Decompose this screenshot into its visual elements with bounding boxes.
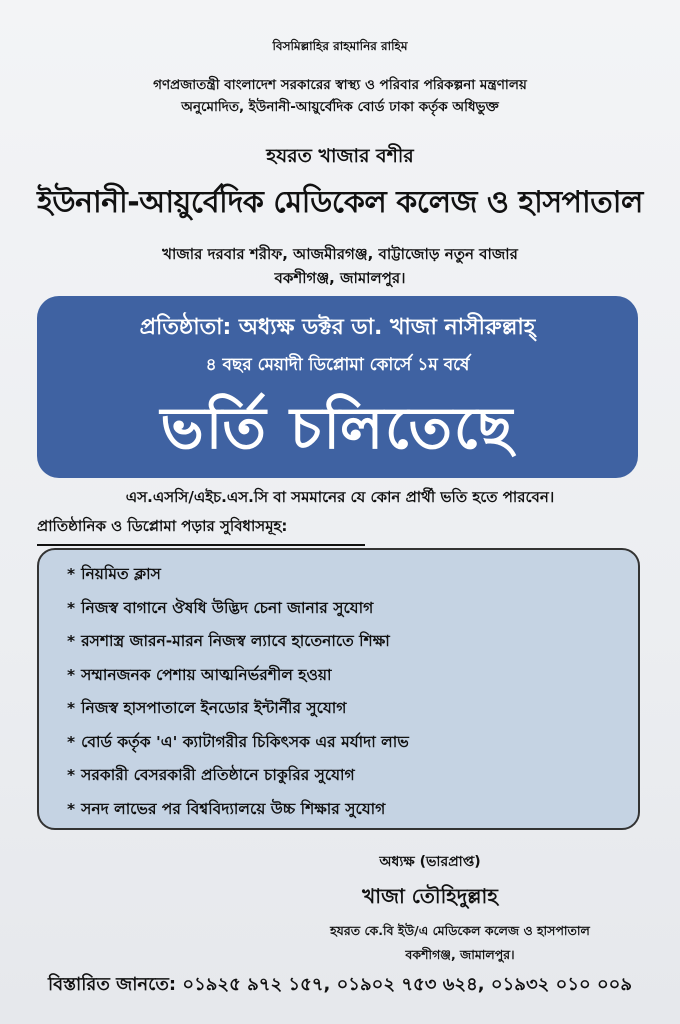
facility-item (67, 726, 638, 760)
bullet-star-icon: * (67, 565, 76, 583)
facilities-heading: প্রাতিষ্ঠানিক ও ডিপ্লোমা পড়ার সুবিধাসমূহ: (37, 515, 365, 546)
bullet-star-icon: * (67, 665, 76, 684)
facility-item (67, 592, 638, 626)
facility-item (67, 759, 638, 793)
facility-item (67, 793, 638, 827)
ministry-line: গণপ্রজাতন্ত্রী বাংলাদেশ সরকারের স্বাস্থ্য ও পরিবার পরিকল্পনা মন্ত্রণালয় (153, 77, 527, 93)
ministry-approval (0, 74, 680, 118)
bullet-star-icon: * (67, 732, 76, 751)
signature-block (270, 850, 650, 967)
address-line: বকশীগঞ্জ, জামালপুর। (274, 269, 406, 287)
facility-item (67, 558, 638, 592)
college-prefix: হযরত খাজার বশীর (266, 145, 414, 167)
founder-text: প্রতিষ্ঠাতা: অধ্যক্ষ ডক্টর ডা. খাজা নাসীরুল্লাহ্ (139, 315, 536, 340)
facility-label: নিয়মিত ক্লাস (81, 565, 161, 583)
bullet-star-icon: * (67, 598, 76, 617)
facility-label: সরকারী বেসরকারী প্রতিষ্ঠানে চাকুরির সুযোগ (81, 766, 355, 784)
facility-label: সনদ লাভের পর বিশ্ববিদ্যালয়ে উচ্চ শিক্ষার সুযোগ (81, 799, 386, 818)
bullet-star-icon: * (67, 799, 76, 818)
facility-label: সম্মানজনক পেশায় আত্মনির্ভরশীল হওয়া (81, 665, 332, 684)
address-line: খাজার দরবার শরীফ, আজমীরগঞ্জ, বাট্টাজোড় নতুন বাজার (162, 245, 518, 263)
facility-item (67, 659, 638, 693)
bismillah-text: বিসমিল্লাহির রাহমানির রাহিম (272, 39, 408, 53)
signatory-name: খাজা তৌহিদুল্লাহ (362, 884, 498, 908)
facility-item (67, 625, 638, 659)
course-text: ৪ বছর মেয়াদী ডিপ্লোমা কোর্সে ১ম বর্ষে (205, 355, 470, 375)
signatory-institution: হযরত কে.বি ইউ/এ মেডিকেল কলেজ ও হাসপাতাল (330, 923, 590, 938)
contact-numbers: বিস্তারিত জানতে: ০১৯২৫ ৯৭২ ১৫৭, ০১৯০২ ৭৫৩ ৬২৪, ০১৯৩২ ০১০ ০০৯ (47, 974, 633, 995)
facility-label: নিজস্ব বাগানে ঔষধি উদ্ভিদ চেনা জানার সুযোগ (81, 598, 374, 617)
facility-label: রসশাস্ত্র জারন-মারন নিজস্ব ল্যাবে হাতেনাতে শিক্ষা (81, 632, 390, 650)
college-address (0, 242, 680, 290)
facility-label: নিজস্ব হাসপাতালে ইনডোর ইন্টার্নীর সুযোগ (81, 699, 347, 717)
eligibility-text: এস.এসসি/এইচ.এস.সি বা সমমানের যে কোন প্রার্থী ভতি হতে পারবেন। (125, 488, 555, 506)
signatory-location: বকশীগঞ্জ, জামালপুর। (405, 947, 515, 962)
bullet-star-icon: * (67, 699, 76, 717)
board-affiliation-line: অনুমোদিত, ইউনানী-আয়ুর্বেদিক বোর্ড ঢাকা কর্তৃক অধিভুক্ত (181, 99, 499, 115)
signatory-role: অধ্যক্ষ (ভারপ্রাপ্ত) (379, 854, 481, 870)
admission-ongoing-headline: ভর্তি চলিতেছে (160, 394, 515, 462)
facility-item (67, 692, 638, 726)
college-name: ইউনানী-আয়ুর্বেদিক মেডিকেল কলেজ ও হাসপাতাল (37, 185, 643, 220)
bullet-star-icon: * (67, 766, 76, 784)
facility-label: বোর্ড কর্তৃক 'এ' ক্যাটাগরীর চিকিৎসক এর মর্যাদা লাভ (81, 732, 409, 751)
admission-banner (37, 296, 638, 478)
bullet-star-icon: * (67, 632, 76, 650)
facilities-list (37, 548, 640, 830)
